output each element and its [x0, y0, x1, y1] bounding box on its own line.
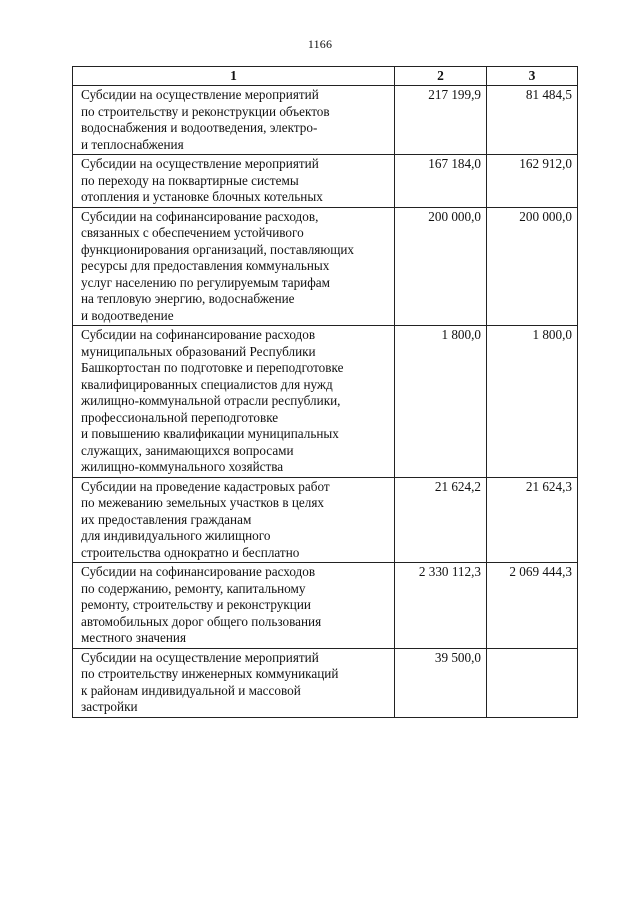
table-row: [73, 86, 578, 155]
column-header-2: 2: [395, 67, 487, 86]
page-number: 1166: [307, 37, 333, 51]
row-description: Субсидии на софинансирование расходов по содержанию, ремонту, капитальному ремонту, строительству и реконструкции автомобильных дорог общего пользования местного значения: [73, 563, 395, 649]
row-description: Субсидии на софинансирование расходов муниципальных образований Республики Башкортостан по подготовке и переподготовке квалифицированных специалистов для нужд жилищно-коммунальной отрасли республики, профессиональной переподготовке и повышению квалификации муниципальных служащих, занимающихся вопросами жилищно-коммунального хозяйства: [73, 326, 395, 478]
table-row: [73, 155, 578, 208]
subsidy-table: [72, 66, 578, 718]
table-row: [73, 477, 578, 563]
row-value-col2: 200 000,0: [395, 207, 487, 326]
column-header-3: 3: [487, 67, 578, 86]
table-row: [73, 648, 578, 717]
column-header-1: 1: [73, 67, 395, 86]
row-value-col2: 2 330 112,3: [395, 563, 487, 649]
row-description: Субсидии на осуществление мероприятий по переходу на поквартирные системы отопления и установке блочных котельных: [73, 155, 395, 208]
row-value-col3: [487, 648, 578, 717]
table-row: [73, 326, 578, 478]
row-value-col3: 162 912,0: [487, 155, 578, 208]
row-value-col3: 1 800,0: [487, 326, 578, 478]
row-value-col2: 21 624,2: [395, 477, 487, 563]
row-value-col2: 167 184,0: [395, 155, 487, 208]
row-value-col3: 200 000,0: [487, 207, 578, 326]
table-header-row: [73, 67, 578, 86]
row-value-col3: 2 069 444,3: [487, 563, 578, 649]
row-description: Субсидии на осуществление мероприятий по строительству инженерных коммуникаций к районам индивидуальной и массовой застройки: [73, 648, 395, 717]
row-description: Субсидии на проведение кадастровых работ по межеванию земельных участков в целях их предоставления гражданам для индивидуального жилищного строительства однократно и бесплатно: [73, 477, 395, 563]
row-value-col2: 39 500,0: [395, 648, 487, 717]
table-row: [73, 563, 578, 649]
row-value-col3: 81 484,5: [487, 86, 578, 155]
row-description: Субсидии на осуществление мероприятий по строительству и реконструкции объектов водоснабжения и водоотведения, электро- и теплоснабжения: [73, 86, 395, 155]
row-description: Субсидии на софинансирование расходов, связанных с обеспечением устойчивого функционирования организаций, поставляющих ресурсы для предоставления коммунальных услуг населению по регулируемым тарифам на тепловую энергию, водоснабжение и водоотведение: [73, 207, 395, 326]
table-row: [73, 207, 578, 326]
row-value-col2: 217 199,9: [395, 86, 487, 155]
row-value-col2: 1 800,0: [395, 326, 487, 478]
row-value-col3: 21 624,3: [487, 477, 578, 563]
